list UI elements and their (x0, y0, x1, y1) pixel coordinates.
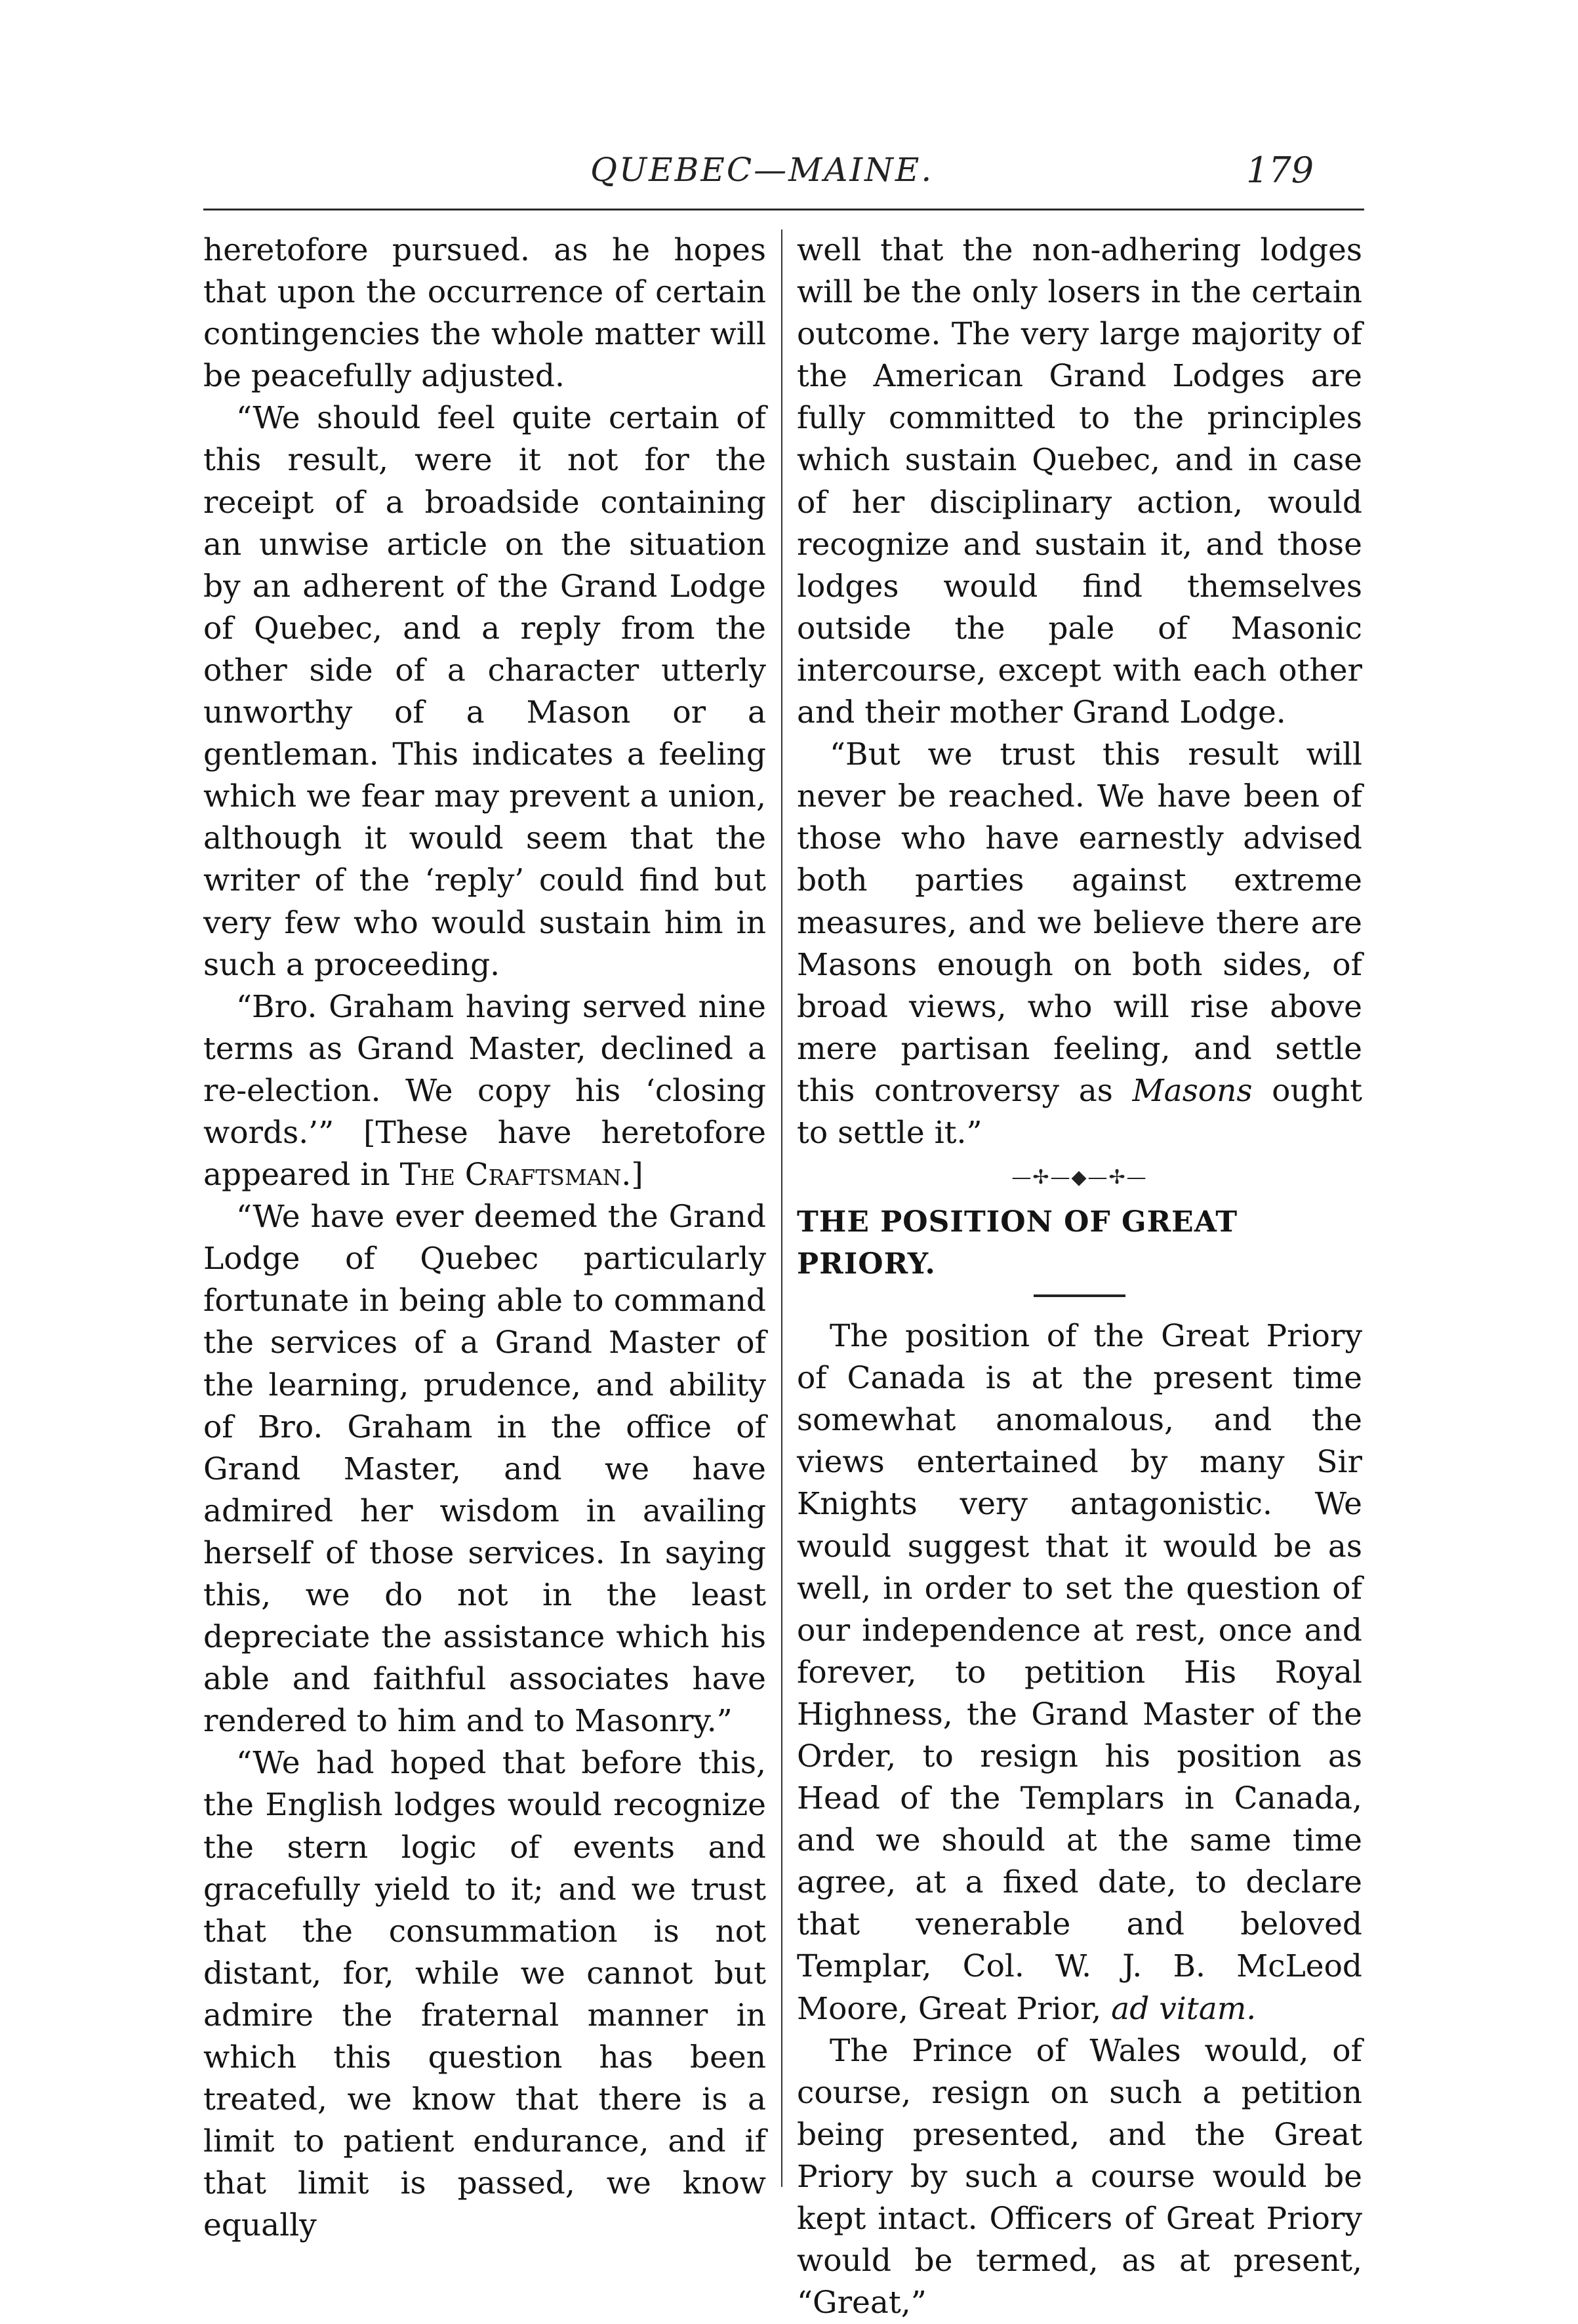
italic-word: Masons (1132, 1072, 1253, 1109)
section-heading: THE POSITION OF GREAT PRIORY. (797, 1205, 1238, 1281)
paragraph (203, 986, 766, 1196)
paragraph: “We should feel quite certain of this result, were it not for the receipt of a broadside containing an unwise article on the situation by an adherent of the Grand Lodge of Quebec, and a reply from the other side of a character utterly unworthy of a Mason or a gentleman. This indicates a feeling which we fear may prevent a union, although it would seem that the writer of the ‘reply’ could find but very few who would sustain him in such a proceeding. (203, 400, 766, 983)
paragraph: well that the non-adhering lodges will be the only losers in the certain outcome. The very large majority of the American Grand Lodges are fully committed to the principles which sustain Quebec, and in case of her disciplinary action, would recognize and sustain it, and those lodges would find themselves outside the pale of Masonic intercourse, except with each other and their mother Grand Lodge. (797, 232, 1362, 731)
journal-name: The Craftsman (399, 1157, 622, 1193)
header-rule (203, 209, 1364, 210)
paragraph-text: The position of the Great Priory of Canada is at the present time somewhat anomalous, and the views entertained by many Sir Knights very antagonistic. We would suggest that it would be as well, in order to set the question of our independence at rest, once and forever, to petition His Royal Highness, the Grand Master of the Order, to resign his position as Head of the Templars in Canada, and we should at the same time agree, at a fixed date, to declare that venerable and beloved Templar, Col. W. J. B. McLeod Moore, Great Prior, (797, 1318, 1362, 2027)
paragraph (797, 734, 1362, 1154)
page-number: 179 (1246, 150, 1314, 191)
paragraph: “We have ever deemed the Grand Lodge of Quebec particularly fortunate in being able to command the services of a Grand Master of the learning, prudence, and ability of Bro. Graham in the office of Grand Master, and we have admired her wisdom in availing herself of those services. In saying this, we do not in the least depreciate the assistance which his able and faithful associates have rendered to him and to Masonry.” (203, 1199, 766, 1740)
ornament-divider: —✢—◆—✢— (1011, 1166, 1148, 1190)
italic-phrase: ad vitam. (1111, 1990, 1257, 2027)
column-divider (781, 230, 782, 2187)
paragraph (797, 1315, 1362, 2030)
paragraph: “We had hoped that before this, the English lodges would recognize the stern logic of events and gracefully yield to it; and we trust that the consummation is not distant, for, while we cannot but admire the fraternal manner in which this question has been treated, we know that there is a limit to patient endurance, and if that limit is passed, we know equally (203, 1745, 766, 2244)
bracket-note-open: [These have heretofore appeared in (203, 1114, 766, 1193)
running-head (0, 151, 1578, 203)
right-column (797, 230, 1362, 2324)
bracket-note-close: .] (621, 1157, 643, 1193)
paragraph: heretofore pursued. as he hopes that upon the occurrence of certain contingencies the whole matter will be peacefully adjusted. (203, 232, 766, 395)
paragraph-text: “But we trust this result will never be reached. We have been of those who have earnestly advised both parties against extreme measures, and we believe there are Masons enough on both sides, of broad views, who will rise above mere partisan feeling, and settle this controversy as (797, 736, 1362, 1109)
left-column (203, 230, 766, 2247)
paragraph: The Prince of Wales would, of course, resign on such a petition being presented, and the Great Priory by such a course would be kept intact. Officers of Great Priory would be termed, as at present, “Great,” (797, 2032, 1362, 2321)
heading-rule (1034, 1294, 1125, 1297)
paragraph-text: ought to settle it.” (797, 1072, 1362, 1151)
paragraph-text: “Bro. Graham having served nine terms as Grand Master, declined a re-election. We copy his ‘closing words.’” (203, 988, 766, 1151)
running-head-title: QUEBEC—MAINE. (590, 151, 934, 189)
